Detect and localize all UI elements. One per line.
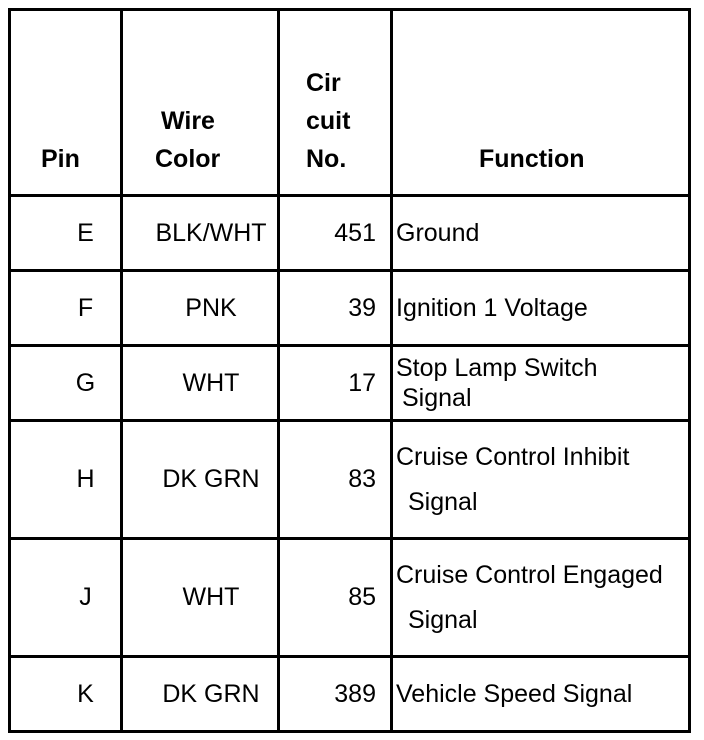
cell-function [392, 196, 690, 271]
header-circuit-line3: No. [306, 145, 347, 173]
cell-wire-color: DK GRN [122, 421, 279, 539]
cell-circuit: 17 [279, 346, 392, 421]
cell-wire-color: DK GRN [122, 657, 279, 732]
cell-pin: K [10, 657, 122, 732]
connector-pinout-table [8, 8, 691, 733]
header-row [10, 10, 690, 196]
cell-wire-color: WHT [122, 539, 279, 657]
cell-wire-color: BLK/WHT [122, 196, 279, 271]
table-row [10, 657, 690, 732]
cell-circuit: 389 [279, 657, 392, 732]
header-function-label: Function [479, 145, 585, 173]
cell-function-line1: Stop Lamp Switch [396, 354, 598, 382]
cell-pin: F [10, 271, 122, 346]
table-row [10, 196, 690, 271]
cell-circuit: 451 [279, 196, 392, 271]
header-circuit-line1: Cir [306, 69, 341, 97]
header-pin-label: Pin [41, 145, 80, 173]
cell-function [392, 271, 690, 346]
cell-circuit: 39 [279, 271, 392, 346]
cell-pin: J [10, 539, 122, 657]
cell-pin: H [10, 421, 122, 539]
cell-circuit: 83 [279, 421, 392, 539]
cell-function [392, 346, 690, 421]
table-row [10, 346, 690, 421]
cell-circuit: 85 [279, 539, 392, 657]
cell-function-line1: Ignition 1 Voltage [396, 294, 588, 322]
cell-function-line1: Cruise Control Inhibit [396, 442, 630, 471]
cell-function-line1: Cruise Control Engaged [396, 560, 663, 589]
table-row [10, 271, 690, 346]
cell-function-line2: Signal [408, 487, 478, 516]
cell-function-line1: Ground [396, 219, 480, 247]
cell-function [392, 421, 690, 539]
cell-pin: G [10, 346, 122, 421]
header-circuit-line2: cuit [306, 107, 351, 135]
header-wire-color-line2: Color [155, 145, 221, 173]
header-wire-color-line1: Wire [161, 107, 215, 135]
header-function [392, 10, 690, 196]
cell-wire-color: WHT [122, 346, 279, 421]
cell-function-line2: Signal [402, 384, 472, 412]
table-row [10, 421, 690, 539]
cell-function [392, 657, 690, 732]
cell-pin: E [10, 196, 122, 271]
header-wire-color [122, 10, 279, 196]
cell-wire-color: PNK [122, 271, 279, 346]
table-row [10, 539, 690, 657]
cell-function [392, 539, 690, 657]
cell-function-line2: Signal [408, 605, 478, 634]
header-pin [10, 10, 122, 196]
cell-function-line1: Vehicle Speed Signal [396, 680, 633, 708]
header-circuit-no [279, 10, 392, 196]
